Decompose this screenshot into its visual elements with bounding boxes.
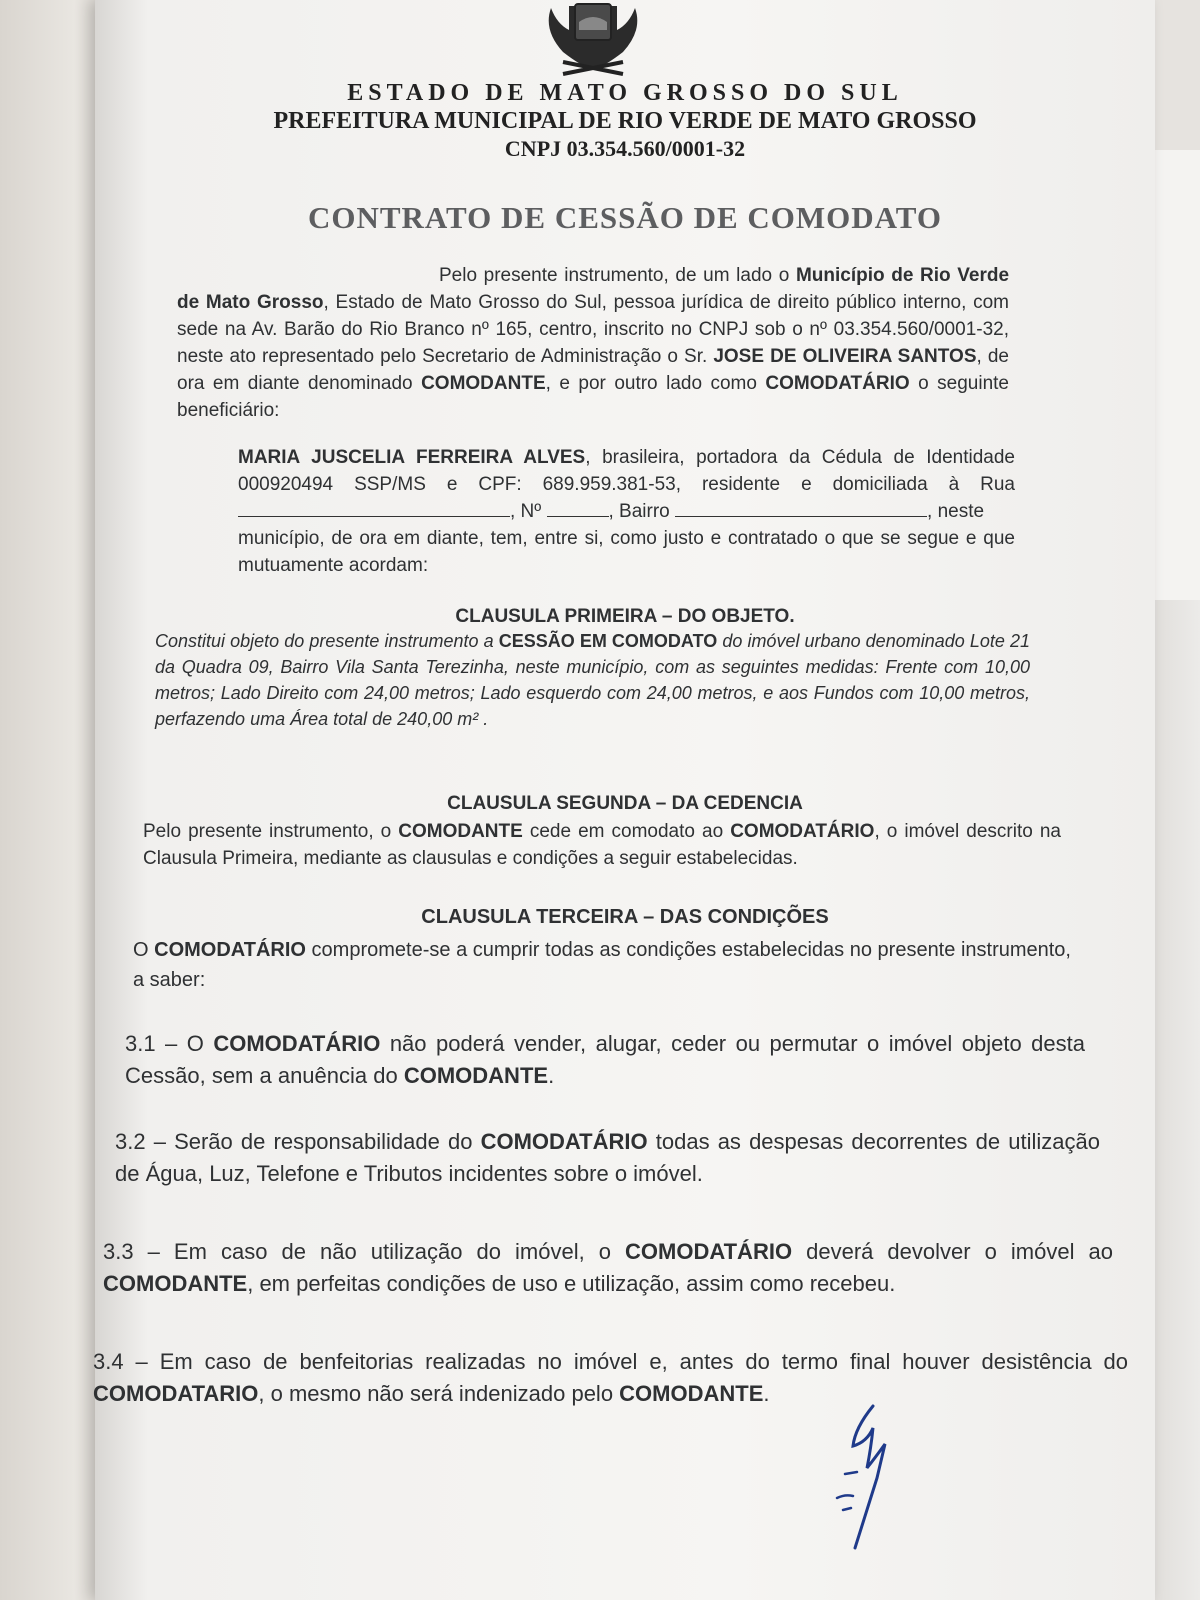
beneficiary-paragraph — [238, 444, 1015, 498]
clause2-comodatario: COMODATÁRIO — [730, 821, 875, 842]
intro-text: , e por outro lado como — [545, 373, 766, 394]
number-blank — [547, 498, 609, 517]
item32-text: 3.2 – Serão de responsabilidade do — [115, 1129, 481, 1154]
item32-text: todas as despesas decorrentes de utilização de Água, Luz, Telefone e Tributos incidentes sobre o imóvel. — [115, 1129, 1100, 1186]
item34-text: 3.4 – Em caso de benfeitorias realizadas no imóvel e, antes do termo final houver desistência do — [93, 1349, 1128, 1374]
clause1-text — [155, 628, 1030, 732]
header-prefeitura: PREFEITURA MUNICIPAL DE RIO VERDE DE MATO GROSSO — [273, 108, 977, 134]
item31-text: não poderá vender, alugar, ceder ou permutar o imóvel objeto desta Cessão, sem a anuência do — [125, 1031, 1085, 1088]
header-state: ESTADO DE MATO GROSSO DO SUL — [347, 80, 903, 106]
item-3-1 — [125, 1028, 1085, 1092]
intro-comodatario: COMODATÁRIO — [765, 373, 910, 394]
intro-text: , de ora em diante denominado — [177, 346, 1009, 394]
street-blank — [238, 498, 510, 517]
contract-title: CONTRATO DE CESSÃO DE COMODATO — [307, 200, 942, 235]
bairro-blank — [675, 498, 927, 517]
header-cnpj: CNPJ 03.354.560/0001-32 — [504, 136, 746, 161]
bairro-label: , Bairro — [608, 501, 670, 522]
item31-text: 3.1 – O — [125, 1031, 214, 1056]
beneficiary-paragraph-end — [238, 525, 1015, 579]
clause3-text-part: O — [133, 939, 155, 961]
clause2-text-part: cede em comodato ao — [522, 821, 731, 842]
beneficiary-text: município, de ora em diante, tem, entre si, como justo e contratado o que se segue e que mutuamente acordam: — [238, 528, 1015, 576]
neste-label: , neste — [927, 501, 985, 522]
clause2-text — [143, 818, 1061, 872]
clause3-heading: CLAUSULA TERCEIRA – DAS CONDIÇÕES — [421, 906, 829, 928]
clause1-cessao: CESSÃO EM COMODATO — [498, 631, 718, 651]
item31-text: . — [548, 1063, 555, 1088]
item-3-4 — [93, 1346, 1128, 1410]
item33-comodante: COMODANTE — [103, 1271, 248, 1296]
item31-comodatario: COMODATÁRIO — [213, 1031, 381, 1056]
intro-paragraph — [177, 262, 1009, 424]
intro-municipio: Município de Rio Verde de Mato Grosso — [177, 265, 1010, 313]
item33-text: 3.3 – Em caso de não utilização do imóvel, o — [103, 1239, 626, 1264]
coat-of-arms-icon — [533, 0, 653, 80]
item31-comodante: COMODANTE — [403, 1063, 549, 1088]
item32-comodatario: COMODATÁRIO — [480, 1129, 648, 1154]
beneficiary-name: MARIA JUSCELIA FERREIRA ALVES — [238, 447, 586, 468]
intro-text: o seguinte beneficiário: — [177, 373, 1009, 421]
clause2-text-part: , o imóvel descrito na Clausula Primeira, mediante as clausulas e condições a seguir estabelecidas. — [143, 821, 1062, 869]
item34-text: , o mesmo não será indenizado pelo — [258, 1381, 620, 1406]
clause1-text-part: Constitui objeto do presente instrumento a — [155, 631, 499, 651]
clause3-text — [133, 935, 1071, 995]
clause3-text-part: compromete-se a cumprir todas as condições estabelecidas no presente instrumento, a saber: — [133, 939, 1071, 991]
clause1-text-part: do imóvel urbano denominado Lote 21 da Quadra 09, Bairro Vila Santa Terezinha, neste município, com as seguintes medidas: Frente com 10,00 metros; Lado Direito com 24,00 metros; Lado esquerdo com 24,00 metros, e aos Fundos com 10,00 metros, perfazendo uma Área total de 240,00 m² . — [155, 631, 1030, 729]
contract-page — [95, 0, 1155, 1600]
item34-text: . — [763, 1381, 770, 1406]
item33-text: , em perfeitas condições de uso e utilização, assim como recebeu. — [247, 1271, 896, 1296]
intro-text: , Estado de Mato Grosso do Sul, pessoa jurídica de direito público interno, com sede na Av. Barão do Rio Branco nº 165, centro, inscrito no CNPJ sob o nº 03.354.560/0001-32, neste ato representado pelo Secretario de Administração o Sr. — [177, 292, 1010, 367]
item33-text: deverá devolver o imóvel ao — [792, 1239, 1113, 1264]
number-label: , Nº — [510, 501, 542, 522]
item34-comodante: COMODANTE — [619, 1381, 764, 1406]
item33-comodatario: COMODATÁRIO — [625, 1239, 793, 1264]
item-3-2 — [115, 1126, 1100, 1190]
signature-mark-icon — [815, 1398, 905, 1568]
clause2-comodante: COMODANTE — [398, 821, 523, 842]
clause1-heading: CLAUSULA PRIMEIRA – DO OBJETO. — [455, 606, 795, 627]
beneficiary-text: , brasileira, portadora da Cédula de Identidade 000920494 SSP/MS e CPF: 689.959.381-53, residente e domiciliada à Rua — [238, 447, 1015, 495]
clause3-comodatario: COMODATÁRIO — [154, 939, 306, 961]
item-3-3 — [103, 1236, 1113, 1300]
clause2-text-part: Pelo presente instrumento, o — [143, 821, 399, 842]
beneficiary-address-line — [238, 498, 984, 525]
clause2-heading: CLAUSULA SEGUNDA – DA CEDENCIA — [447, 793, 803, 814]
intro-representative: JOSE DE OLIVEIRA SANTOS — [713, 346, 977, 367]
intro-comodante: COMODANTE — [421, 373, 546, 394]
item34-comodatario: COMODATARIO — [93, 1381, 259, 1406]
intro-text: Pelo presente instrumento, de um lado o — [439, 265, 796, 286]
